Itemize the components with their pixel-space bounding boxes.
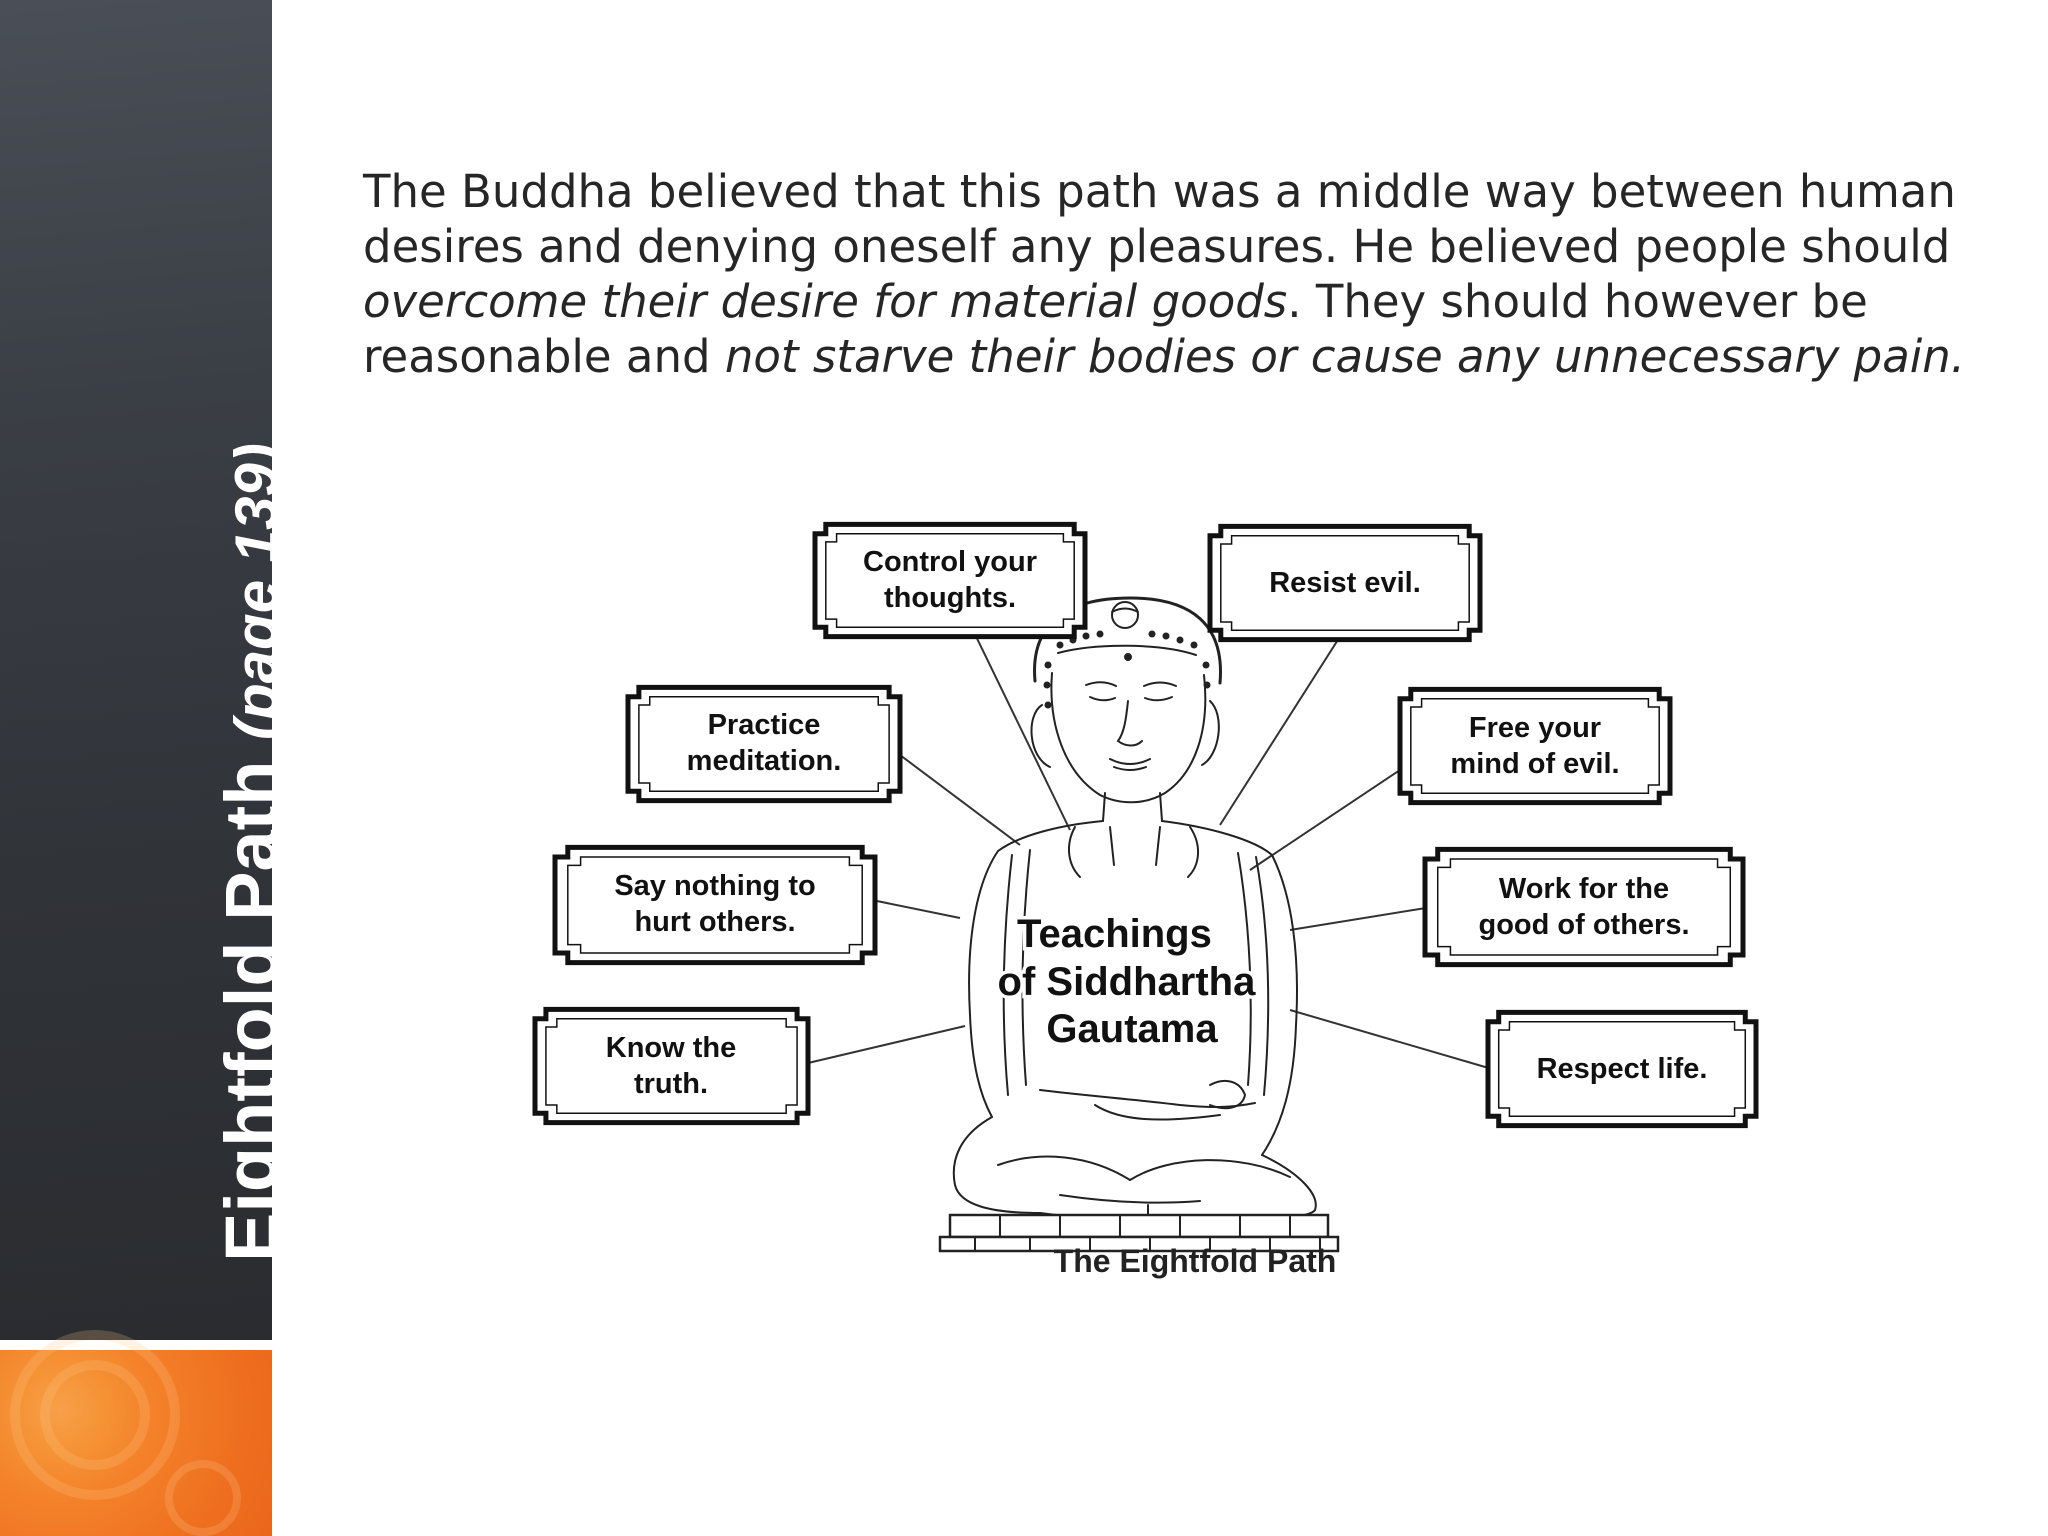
box-label-line: meditation. <box>686 745 842 777</box>
accent-ring <box>40 1360 150 1470</box>
box-label-line: Say nothing to <box>614 870 816 902</box>
box-label-line: thoughts. <box>883 582 1017 614</box>
box-label-line: Work for the <box>1498 873 1670 905</box>
diagram-caption: The Eightfold Path <box>1053 1243 1337 1279</box>
box-label-line: hurt others. <box>634 906 796 938</box>
body-paragraph <box>363 164 1993 384</box>
box-free-your-mind <box>1400 689 1670 802</box>
center-label <box>998 912 1267 1051</box>
sidebar-panel <box>0 0 293 1340</box>
center-label-line: Teachings <box>1017 912 1212 956</box>
box-label-line: Resist evil. <box>1269 567 1421 599</box>
center-label-line: Gautama <box>1046 1007 1218 1051</box>
box-label-line: mind of evil. <box>1450 748 1620 780</box>
box-say-nothing <box>555 847 875 962</box>
sidebar-accent-block <box>0 1350 272 1536</box>
svg-text:Resist evil. <box>1269 567 1421 599</box>
accent-ring <box>165 1460 241 1536</box>
svg-text:Respect life. <box>1537 1053 1708 1085</box>
box-know-the-truth <box>535 1009 808 1122</box>
slide-title <box>210 443 293 1262</box>
box-label-line: Control your <box>863 546 1037 578</box>
box-resist-evil <box>1210 526 1480 639</box>
box-control-your-thoughts <box>815 524 1085 636</box>
box-label-line: Respect life. <box>1536 1053 1708 1085</box>
slide-title-main: Eightfold Path <box>210 760 293 1262</box>
box-practice-meditation <box>628 687 900 800</box>
center-label-line: of Siddhartha <box>997 960 1256 1004</box>
body-text-part2: . They should however be reasonable and <box>363 275 1868 383</box>
body-text-part1: The Buddha believed that this path was a middle way between human desires and denying oneself any pleasures. He believed people should <box>363 165 1956 273</box>
slide-title-page-ref: (page 139) <box>223 443 290 740</box>
eightfold-path-diagram <box>520 505 1780 1305</box>
body-text-emphasis-1: overcome their desire for material goods <box>363 275 1288 328</box>
box-respect-life <box>1488 1012 1756 1125</box>
box-label-line: good of others. <box>1478 909 1690 941</box>
box-label-line: truth. <box>633 1068 709 1100</box>
box-label-line: Know the <box>605 1032 737 1064</box>
box-label-line: Free your <box>1468 712 1602 744</box>
body-text-emphasis-2: not starve their bodies or cause any unnecessary pain. <box>724 330 1966 383</box>
box-work-for-others <box>1425 849 1743 964</box>
box-label-line: Practice <box>707 709 821 741</box>
